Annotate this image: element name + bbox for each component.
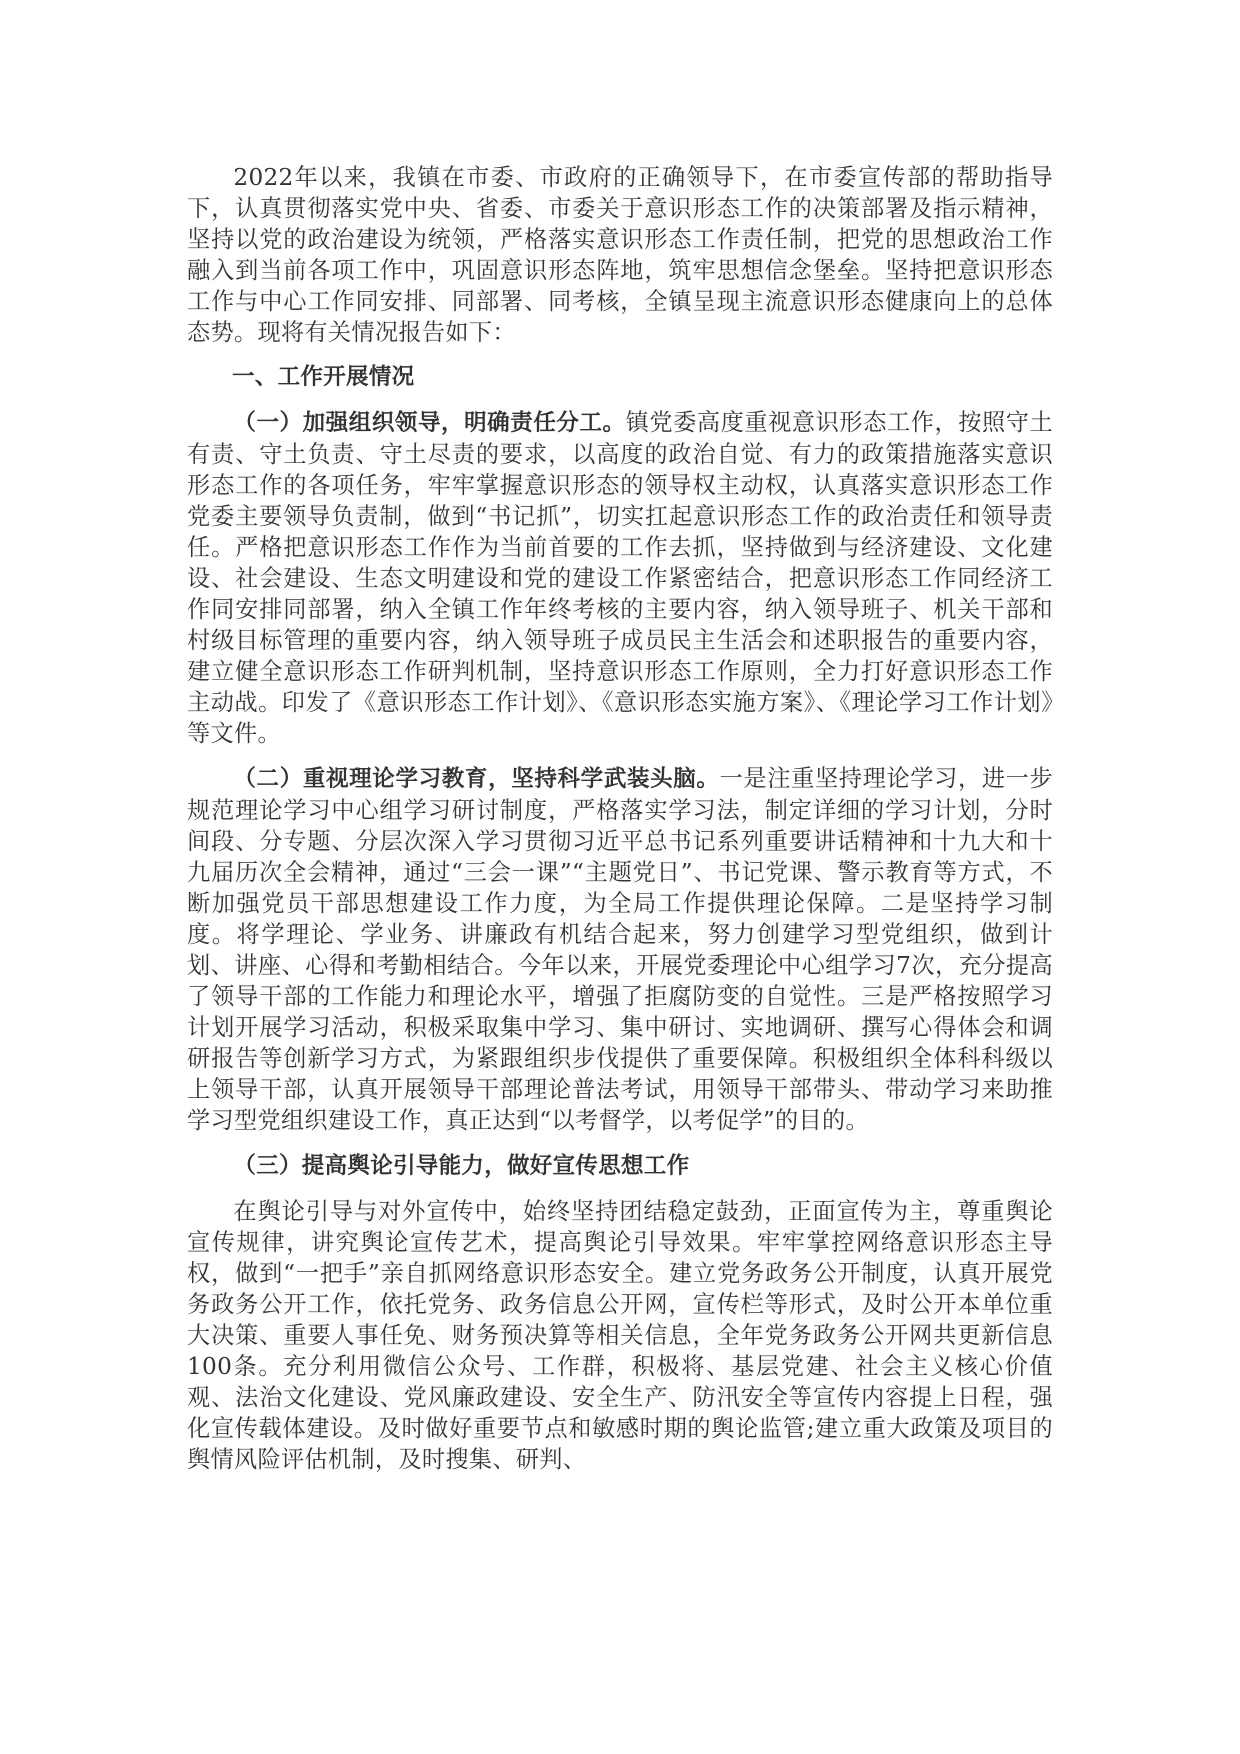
item-heading: （一）加强组织领导，明确责任分工。 <box>233 410 626 436</box>
item-heading: （三）提高舆论引导能力，做好宣传思想工作 <box>233 1153 690 1179</box>
item-body: 一是注重坚持理论学习，进一步规范理论学习中心组学习研讨制度，严格落实学习法，制定详细的学习计划，分时间段、分专题、分层次深入学习贯彻习近平总书记系列重要讲话精神和十九大和十九届历次全会精神，通过“三会一课”“主题党日”、书记党课、警示教育等方式，不断加强党员干部思想建设工作力度，为全局工作提供理论保障。二是坚持学习制度。将学理论、学业务、讲廉政有机结合起来，努力创建学习型党组织，做到计划、讲座、心得和考勤相结合。今年以来，开展党委理论中心组学习7次，充分提高了领导干部的工作能力和理论水平，增强了拒腐防变的自觉性。三是严格按照学习计划开展学习活动，积极采取集中学习、集中研讨、实地调研、撰写心得体会和调研报告等创新学习方式，为紧跟组织步伐提供了重要保障。积极组织全体科科级以上领导干部，认真开展领导干部理论普法考试，用领导干部带头、带动学习来助推学习型党组织建设工作，真正达到“以考督学，以考促学”的目的。 <box>187 765 1053 1134</box>
section-item-3-heading <box>187 1150 1053 1182</box>
section-title: 一、工作开展情况 <box>232 364 415 390</box>
section-item-2 <box>187 763 1053 1136</box>
intro-paragraph: 2022年以来，我镇在市委、市政府的正确领导下，在市委宣传部的帮助指导下，认真贯彻落实党中央、省委、市委关于意识形态工作的决策部署及指示精神，坚持以党的政治建设为统领，严格落实意识形态工作责任制，把党的思想政治工作融入到当前各项工作中，巩固意识形态阵地，筑牢思想信念堡垒。坚持把意识形态工作与中心工作同安排、同部署、同考核，全镇呈现主流意识形态健康向上的总体态势。现将有关情况报告如下： <box>187 164 1053 346</box>
item-heading: （二）重视理论学习教育，坚持科学武装头脑。 <box>233 766 720 792</box>
section-item-1 <box>187 407 1053 749</box>
document-page <box>187 162 1053 1475</box>
section-item-3-body: 在舆论引导与对外宣传中，始终坚持团结稳定鼓劲，正面宣传为主，尊重舆论宣传规律，讲究舆论宣传艺术，提高舆论引导效果。牢牢掌控网络意识形态主导权，做到“一把手”亲自抓网络意识形态安全。建立党务政务公开制度，认真开展党务政务公开工作，依托党务、政务信息公开网，宣传栏等形式，及时公开本单位重大决策、重要人事任免、财务预决算等相关信息，全年党务政务公开网共更新信息100条。充分利用微信公众号、工作群，积极将、基层党建、社会主义核心价值观、法治文化建设、党风廉政建设、安全生产、防汛安全等宣传内容提上日程，强化宣传载体建设。及时做好重要节点和敏感时期的舆论监管;建立重大政策及项目的舆情风险评估机制，及时搜集、研判、 <box>187 1198 1053 1473</box>
item-body: 镇党委高度重视意识形态工作，按照守土有责、守土负责、守土尽责的要求，以高度的政治自觉、有力的政策措施落实意识形态工作的各项任务，牢牢掌握意识形态的领导权主动权，认真落实意识形态工作党委主要领导负责制，做到“书记抓”，切实扛起意识形态工作的政治责任和领导责任。严格把意识形态工作作为当前首要的工作去抓，坚持做到与经济建设、文化建设、社会建设、生态文明建设和党的建设工作紧密结合，把意识形态工作同经济工作同安排同部署，纳入全镇工作年终考核的主要内容，纳入领导班子、机关干部和村级目标管理的重要内容，纳入领导班子成员民主生活会和述职报告的重要内容，建立健全意识形态工作研判机制，坚持意识形态工作原则，全力打好意识形态工作主动战。印发了《意识形态工作计划》、《意识形态实施方案》、《理论学习工作计划》等文件。 <box>187 409 1053 747</box>
